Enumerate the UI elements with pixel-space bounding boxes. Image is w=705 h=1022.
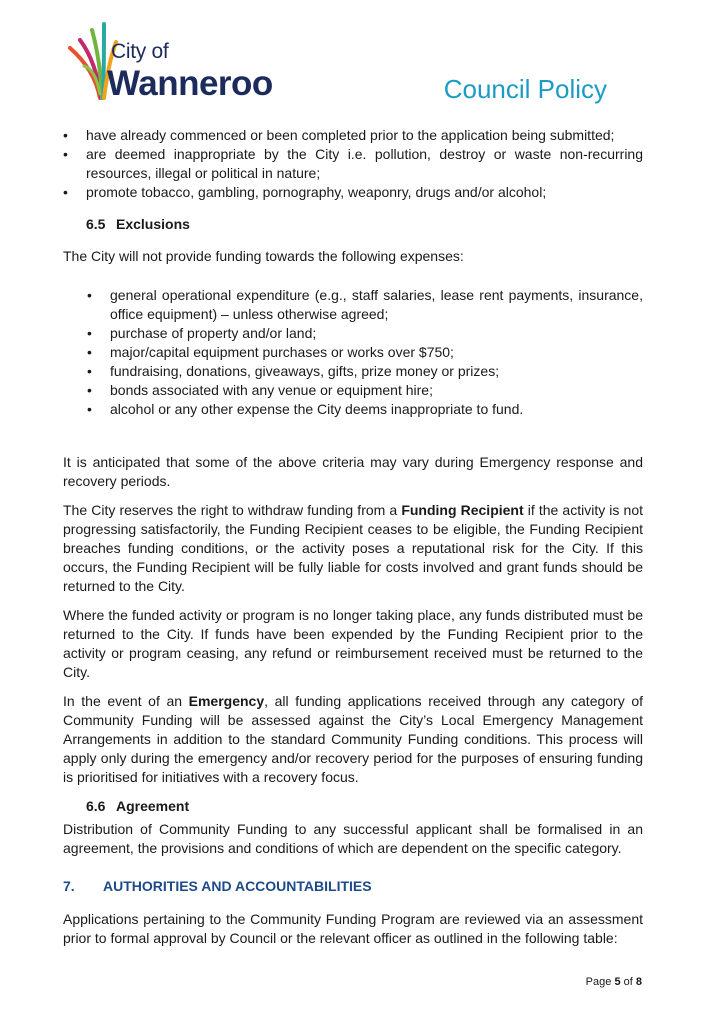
funds-return-paragraph: Where the funded activity or program is no longer taking place, any funds distributed must be returned to the City. If funds have been expended by the Funding Recipient prior to the activity or program ceasing, any refund or reimbursement received must be returned to the City. — [63, 607, 643, 680]
emergency-variation-paragraph: It is anticipated that some of the above criteria may vary during Emergency response and recovery periods. — [63, 454, 643, 489]
list-item: • have already commenced or been completed prior to the application being submitted; — [63, 127, 615, 143]
agreement-paragraph: Distribution of Community Funding to any successful applicant shall be formalised in an agreement, the provisions and conditions of which are dependent on the specific category. — [63, 821, 643, 856]
authorities-paragraph: Applications pertaining to the Community Funding Program are reviewed via an assessment prior to formal approval by Council or the relevant officer as outlined in the following table: — [63, 911, 643, 946]
bullet-icon: • — [63, 146, 68, 162]
list-item: • bonds associated with any venue or equipment hire; — [87, 382, 433, 398]
bullet-icon: • — [87, 344, 92, 360]
list-item: • major/capital equipment purchases or works over $750; — [87, 344, 454, 360]
list-item: • general operational expenditure (e.g., staff salaries, lease rent payments, insurance, office equipment) – unless otherwise agreed; — [87, 287, 643, 322]
bullet-icon: • — [87, 382, 92, 398]
city-logo — [66, 18, 296, 104]
list-item: • promote tobacco, gambling, pornography, weaponry, drugs and/or alcohol; — [63, 184, 547, 200]
exclusions-list — [87, 286, 643, 419]
exclusions-intro: The City will not provide funding towards the following expenses: — [63, 248, 464, 264]
section-heading-7: 7. AUTHORITIES AND ACCOUNTABILITIES — [63, 878, 372, 894]
bullet-icon: • — [87, 363, 92, 379]
emergency-term: Emergency — [188, 693, 265, 709]
list-item: • are deemed inappropriate by the City i.e. pollution, destroy or waste non-recurring resources, illegal or political in nature; — [63, 146, 643, 181]
section-heading-6-5: 6.5 Exclusions — [86, 216, 190, 232]
withdraw-funding-paragraph: The City reserves the right to withdraw funding from a Funding Recipient if the activity is not progressing satisfactorily, the Funding Recipient ceases to be eligible, the Funding Recipient breaches funding conditions, or the activity poses a reputational risk for the City. If this occurs, the Funding Recipient will be fully liable for costs involved and grant funds should be returned to the City. — [63, 502, 643, 594]
bullet-icon: • — [87, 401, 92, 417]
funding-recipient-term: Funding Recipient — [401, 502, 524, 518]
logo-name-text: Wanneroo — [107, 64, 273, 103]
list-item: • purchase of property and/or land; — [87, 325, 317, 341]
bullet-icon: • — [63, 184, 68, 200]
emergency-paragraph: In the event of an Emergency, all funding applications received through any category of Community Funding will be assessed against the City’s Local Emergency Management Arrangements in addition to the standard Community Funding conditions. This process will apply only during the emergency and/or recovery period for the purposes of ensuring funding is prioritised for initiatives with a recovery focus. — [63, 693, 643, 785]
policy-title: Council Policy — [443, 74, 607, 104]
bullet-icon: • — [87, 325, 92, 341]
section-heading-6-6: 6.6 Agreement — [86, 798, 190, 814]
bullet-icon: • — [63, 127, 68, 143]
document-body — [63, 126, 643, 948]
list-item: • alcohol or any other expense the City deems inappropriate to fund. — [87, 401, 524, 417]
page-number: Page 5 of 8 — [585, 976, 642, 988]
bullet-icon: • — [87, 287, 92, 303]
logo-city-text: City of — [111, 40, 169, 63]
list-item: • fundraising, donations, giveaways, gifts, prize money or prizes; — [87, 363, 500, 379]
eligibility-bullet-list — [63, 126, 643, 202]
